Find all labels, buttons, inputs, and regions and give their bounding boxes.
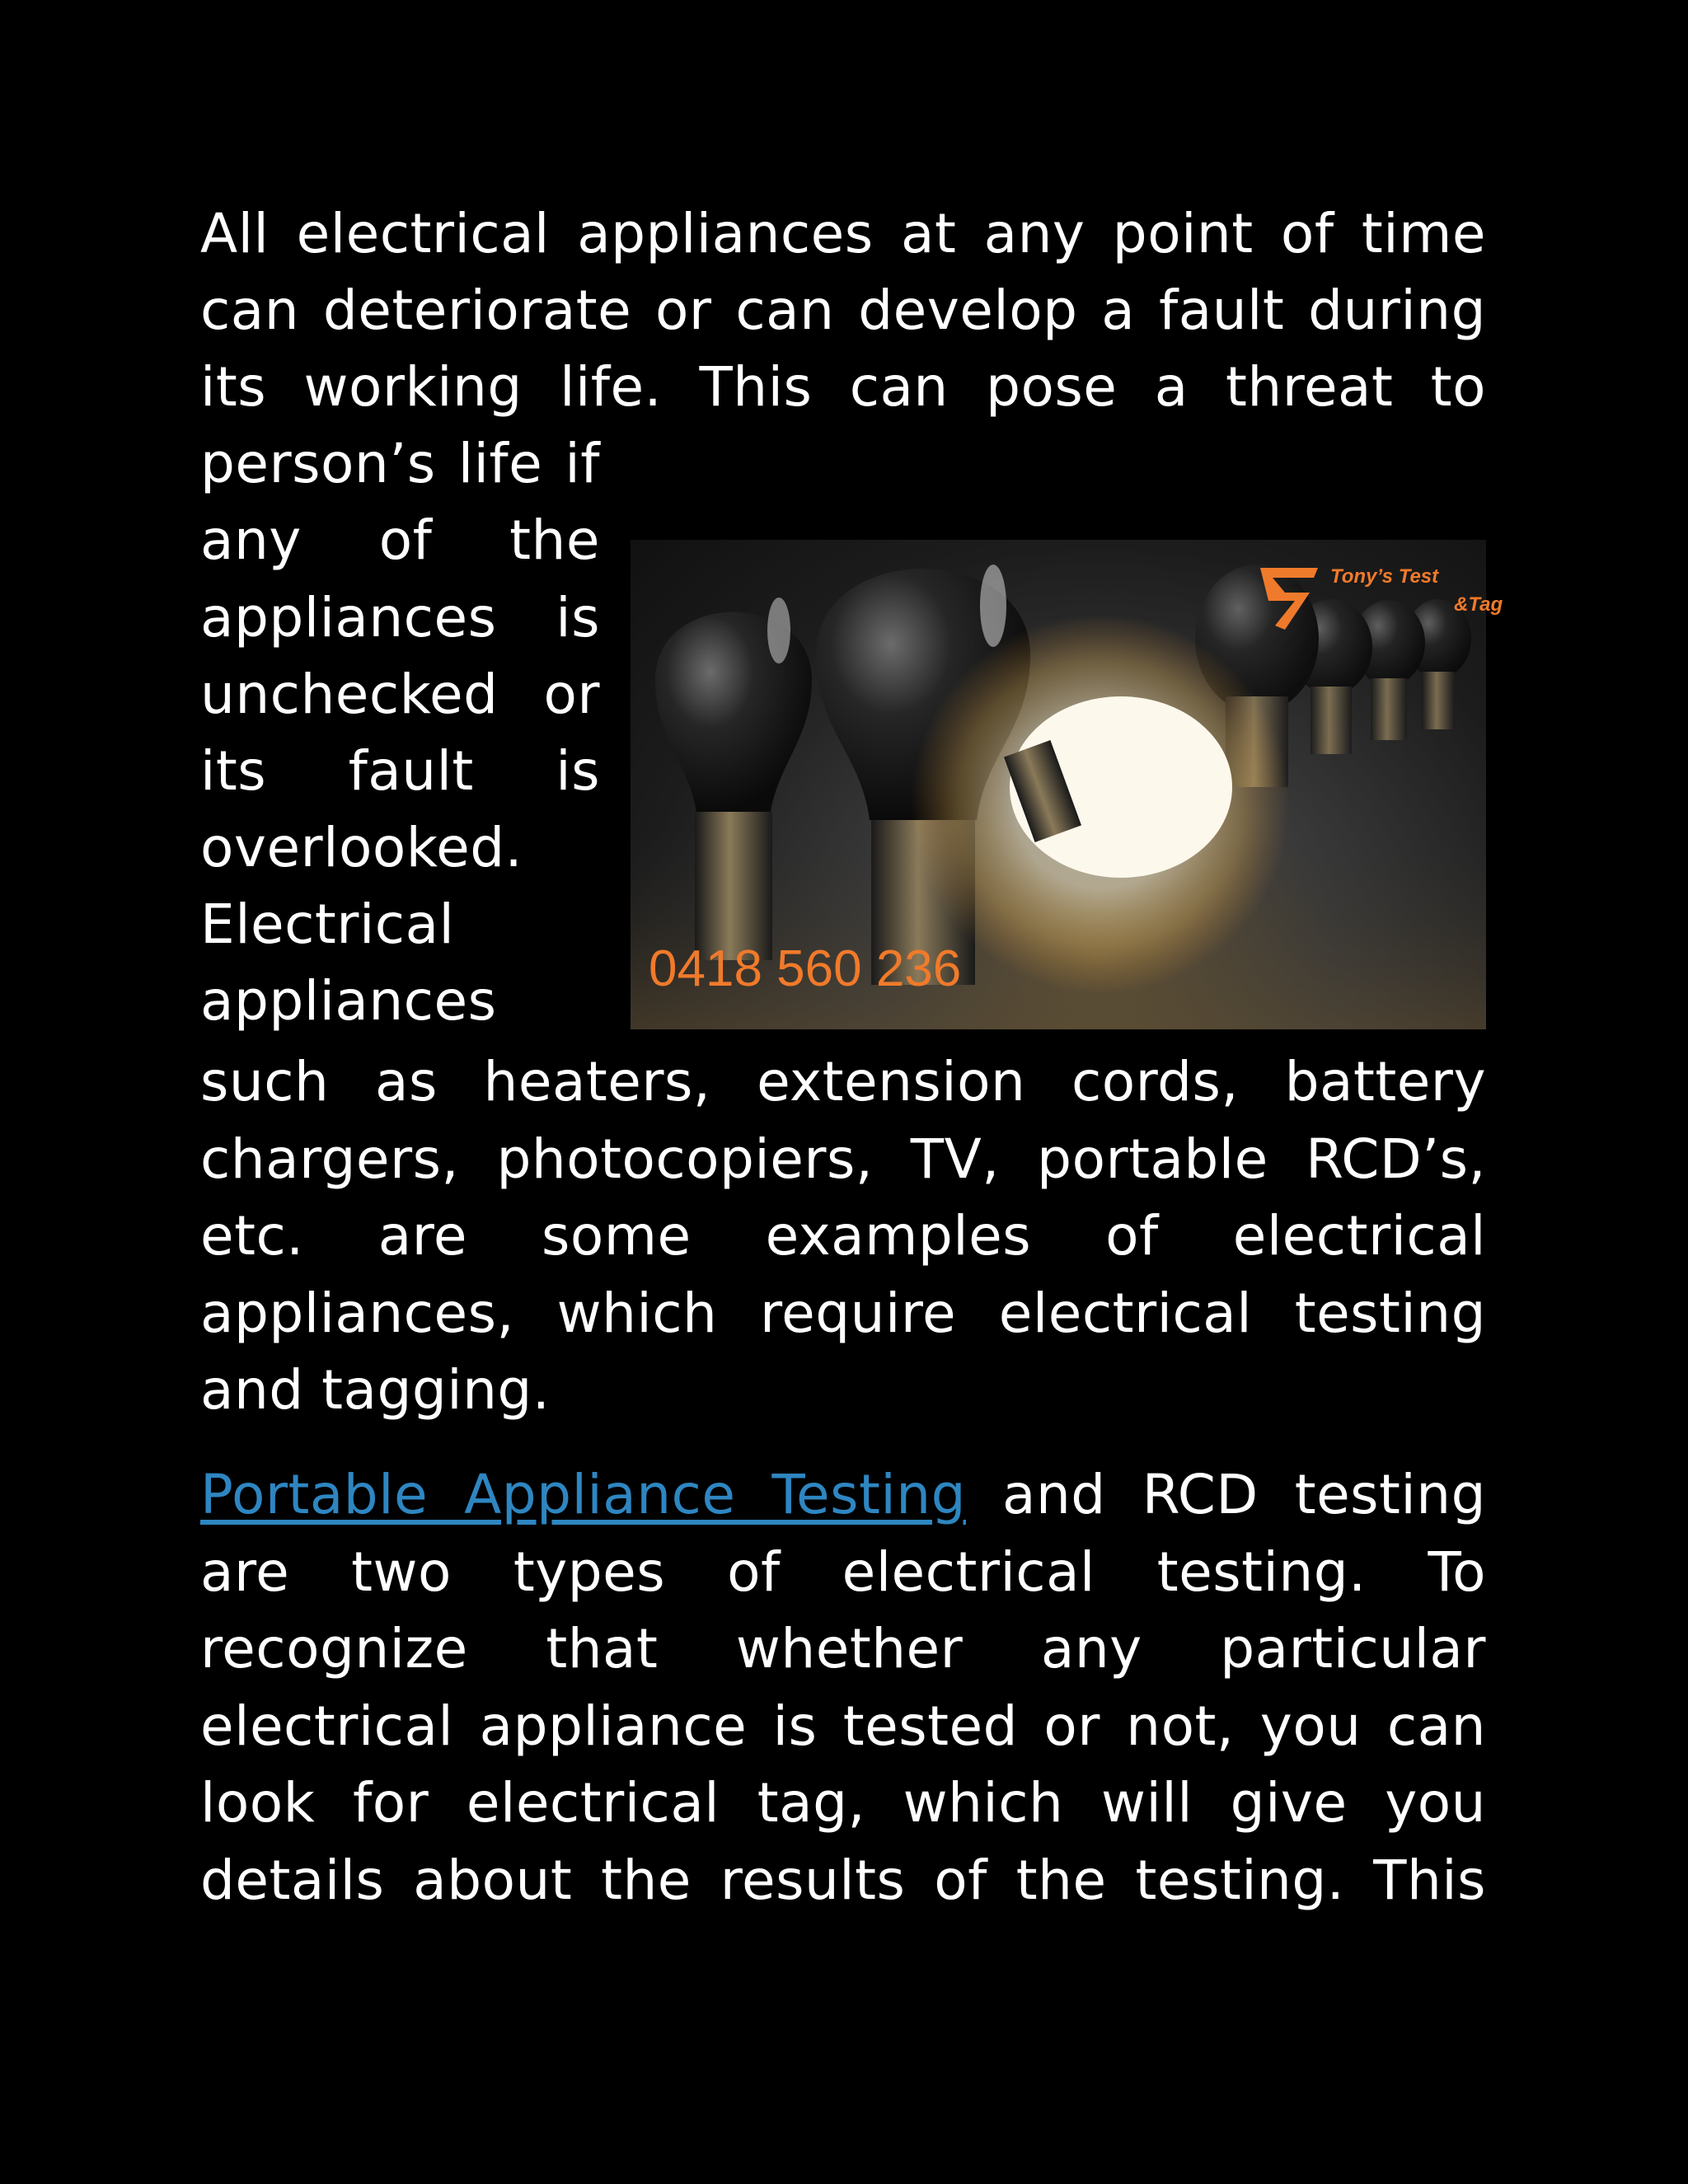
brand-logo — [1252, 560, 1503, 634]
paragraph2-line-1-rest: and RCD testing — [965, 1463, 1486, 1526]
paragraph1-line-14: etc. are some examples of electrical — [200, 1204, 1486, 1268]
paragraph1-line-10: Electrical — [200, 893, 455, 956]
paragraph1-line-8: its fault is — [200, 739, 600, 803]
paragraph1-line-15: appliances, which require electrical testing — [200, 1282, 1486, 1345]
paragraph2-line-4: electrical appliance is tested or not, you can — [200, 1694, 1486, 1758]
brand-name: Tony’s Test — [1330, 565, 1439, 588]
paragraph1-line-1: All electrical appliances at any point of time — [200, 202, 1486, 265]
paragraph1-line-12: such as heaters, extension cords, battery — [200, 1050, 1486, 1113]
paragraph1-line-5: any of the — [200, 509, 600, 572]
brand-ampersand: & — [1454, 593, 1469, 616]
paragraph1-line-13: chargers, photocopiers, TV, portable RCD’s, — [200, 1127, 1486, 1191]
paragraph1-line-16: and tagging. — [200, 1358, 551, 1422]
paragraph2-line-6: details about the results of the testing. This — [200, 1849, 1486, 1912]
paragraph1-line-7: unchecked or — [200, 663, 600, 726]
paragraph2-line-2: are two types of electrical testing. To — [200, 1540, 1486, 1604]
brand-mark-icon — [1252, 560, 1326, 634]
paragraph2-line-3: recognize that whether any particular — [200, 1617, 1486, 1680]
paragraph1-line-9: overlooked. — [200, 816, 523, 879]
portable-appliance-testing-link[interactable]: Portable Appliance Testing — [200, 1463, 966, 1526]
paragraph1-line-2: can deteriorate or can develop a fault during — [200, 279, 1486, 342]
paragraph1-line-4: person’s life if — [200, 432, 600, 495]
paragraph2-line-1 — [200, 1456, 1486, 1534]
brand-tag: Tag — [1468, 593, 1503, 616]
paragraph2-line-5: look for electrical tag, which will give you — [200, 1771, 1486, 1835]
light-bulbs-photo — [631, 540, 1503, 1029]
paragraph1-line-3: its working life. This can pose a threat to — [200, 355, 1486, 419]
paragraph1-line-6: appliances is — [200, 586, 600, 649]
phone-number: 0418 560 236 — [649, 940, 962, 997]
paragraph1-line-11: appliances — [200, 969, 497, 1033]
